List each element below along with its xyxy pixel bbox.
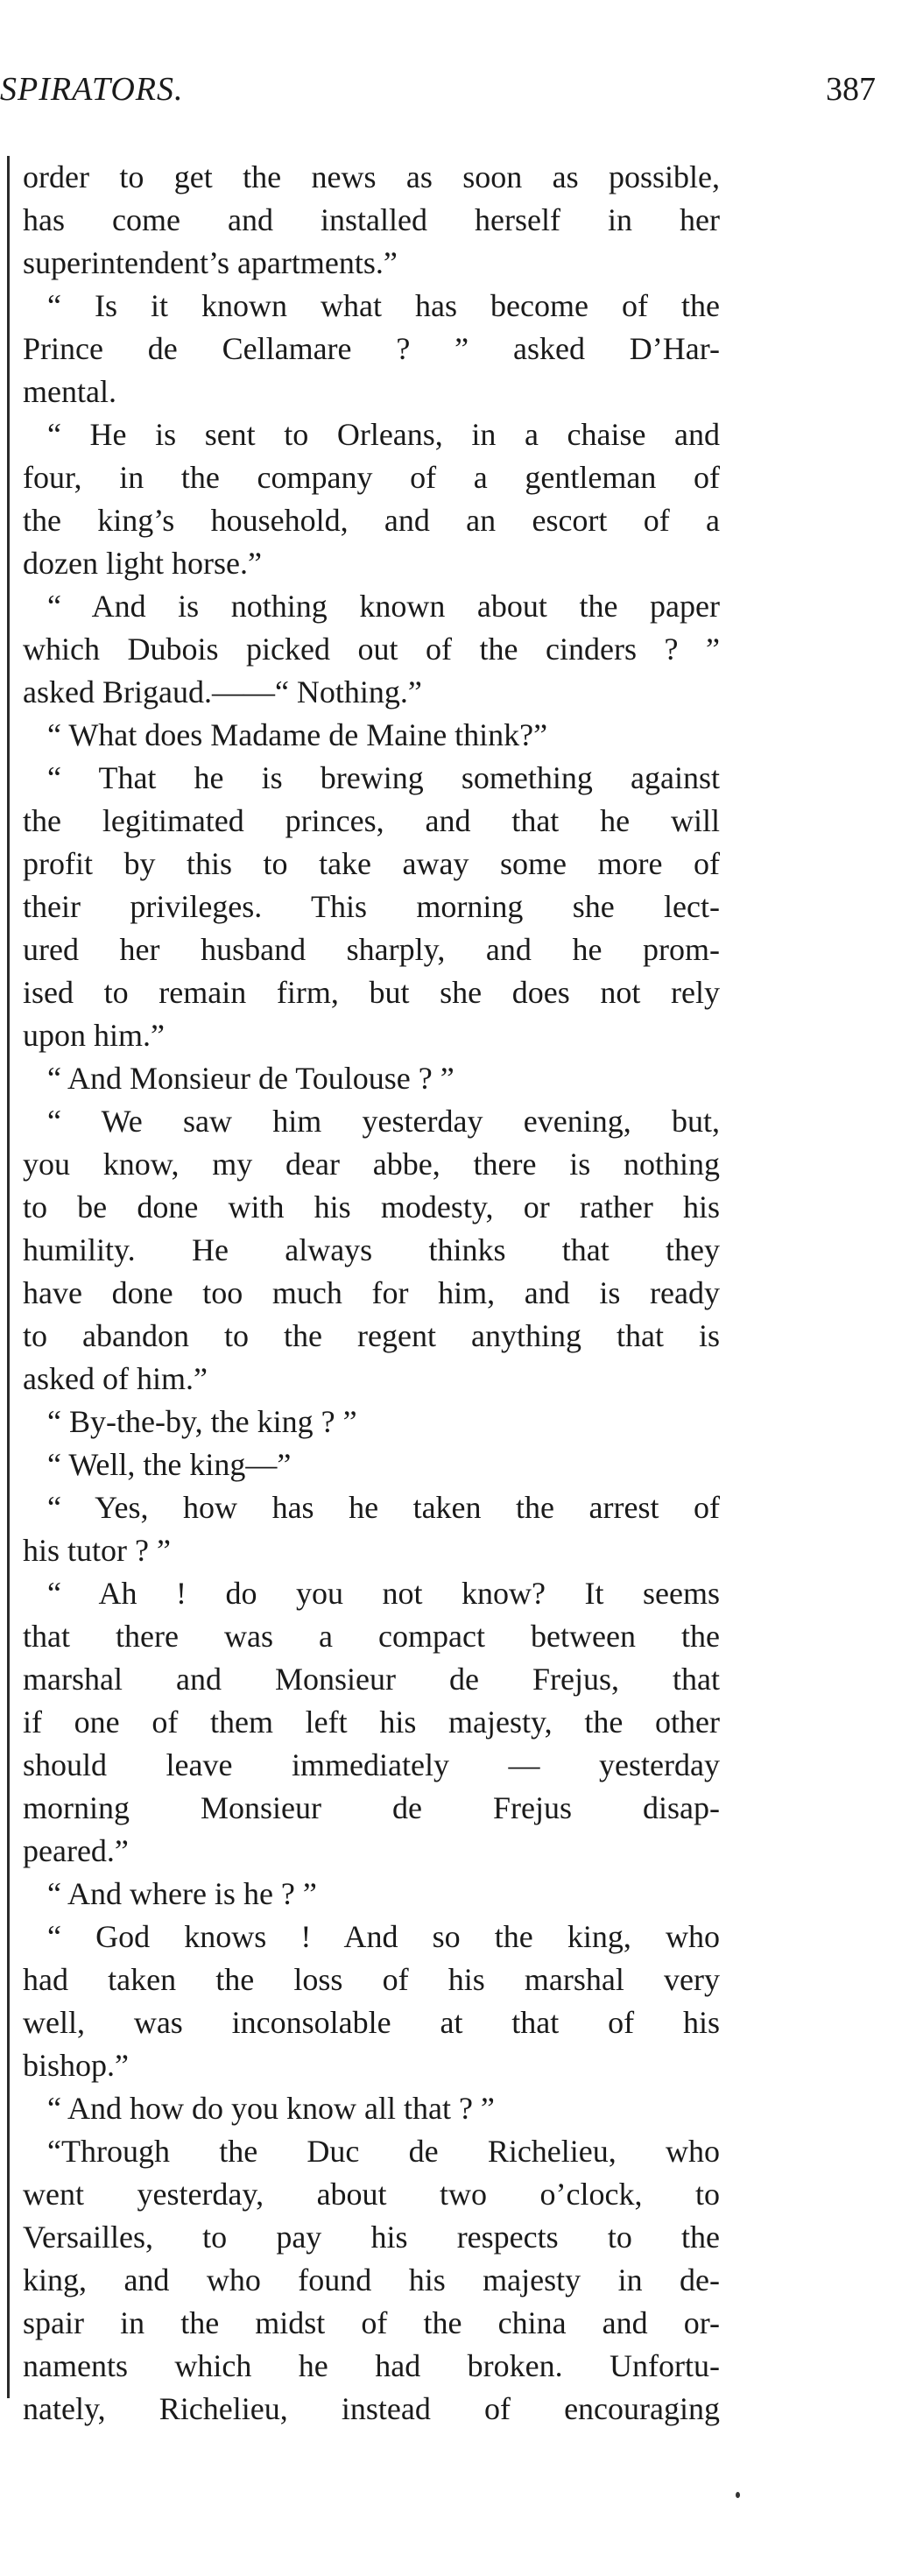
text-line: have done too much for him, and is ready (23, 1275, 720, 1310)
text-line: mental. (23, 374, 116, 409)
text-line: “ Ah ! do you not know? It seems (47, 1576, 720, 1611)
text-line: four, in the company of a gentleman of (23, 460, 720, 495)
text-line: which Dubois picked out of the cinders ? ” (23, 632, 720, 667)
text-line: upon him.” (23, 1018, 165, 1053)
text-line: “ God knows ! And so the king, who (47, 1919, 720, 1954)
column-rule (7, 156, 10, 2398)
text-line: “ And Monsieur de Toulouse ? ” (47, 1061, 455, 1096)
text-line: asked of him.” (23, 1361, 208, 1396)
text-line: the legitimated princes, and that he will (23, 803, 720, 838)
text-line: Prince de Cellamare ? ” asked D’Har- (23, 331, 720, 366)
text-line: nately, Richelieu, instead of encouraging (23, 2391, 720, 2426)
text-line: if one of them left his majesty, the other (23, 1704, 720, 1740)
text-line: Versailles, to pay his respects to the (23, 2220, 720, 2255)
page-header (0, 70, 876, 123)
text-line: marshal and Monsieur de Frejus, that (23, 1662, 720, 1697)
text-line: their privileges. This morning she lect- (23, 889, 720, 924)
text-column (23, 156, 720, 2431)
text-line: ised to remain firm, but she does not rely (23, 975, 720, 1010)
text-line: asked Brigaud.——“ Nothing.” (23, 674, 422, 709)
text-line: ured her husband sharply, and he prom- (23, 932, 720, 967)
text-line: “ And where is he ? ” (47, 1876, 317, 1911)
text-line: spair in the midst of the china and or- (23, 2305, 720, 2340)
text-line: “ Well, the king—” (47, 1447, 292, 1482)
running-head: SPIRATORS. (0, 71, 184, 108)
text-line: had taken the loss of his marshal very (23, 1962, 720, 1997)
print-speck (736, 2492, 740, 2498)
text-line: naments which he had broken. Unfortu- (23, 2348, 720, 2383)
text-line: “Through the Duc de Richelieu, who (47, 2134, 720, 2169)
text-line: “ Is it known what has become of the (47, 288, 720, 323)
text-line: morning Monsieur de Frejus disap- (23, 1790, 720, 1825)
text-line: “ He is sent to Orleans, in a chaise and (47, 417, 720, 452)
text-line: humility. He always thinks that they (23, 1232, 720, 1267)
text-line: “ That he is brewing something against (47, 760, 720, 795)
text-line: the king’s household, and an escort of a (23, 503, 720, 538)
text-line: bishop.” (23, 2048, 129, 2083)
text-line: order to get the news as soon as possible, (23, 159, 720, 194)
text-line: his tutor ? ” (23, 1533, 171, 1568)
text-line: that there was a compact between the (23, 1619, 720, 1654)
text-line: king, and who found his majesty in de- (23, 2262, 720, 2297)
text-line: has come and installed herself in her (23, 202, 720, 237)
text-line: well, was inconsolable at that of his (23, 2005, 720, 2040)
text-line: superintendent’s apartments.” (23, 245, 398, 280)
text-line: “ We saw him yesterday evening, but, (47, 1104, 720, 1139)
text-line: “ What does Madame de Maine think?” (47, 717, 548, 752)
text-line: “ And is nothing known about the paper (47, 589, 720, 624)
text-line: “ By-the-by, the king ? ” (47, 1404, 357, 1439)
text-line: you know, my dear abbe, there is nothing (23, 1147, 720, 1182)
text-line: should leave immediately — yesterday (23, 1747, 720, 1782)
text-line: to be done with his modesty, or rather his (23, 1189, 720, 1224)
text-line: dozen light horse.” (23, 546, 262, 581)
text-line: profit by this to take away some more of (23, 846, 720, 881)
text-line: to abandon to the regent anything that is (23, 1318, 720, 1353)
text-line: “ And how do you know all that ? ” (47, 2091, 495, 2126)
text-line: “ Yes, how has he taken the arrest of (47, 1490, 720, 1525)
page-number: 387 (826, 71, 876, 108)
text-line: peared.” (23, 1833, 129, 1868)
text-line: went yesterday, about two o’clock, to (23, 2177, 720, 2212)
